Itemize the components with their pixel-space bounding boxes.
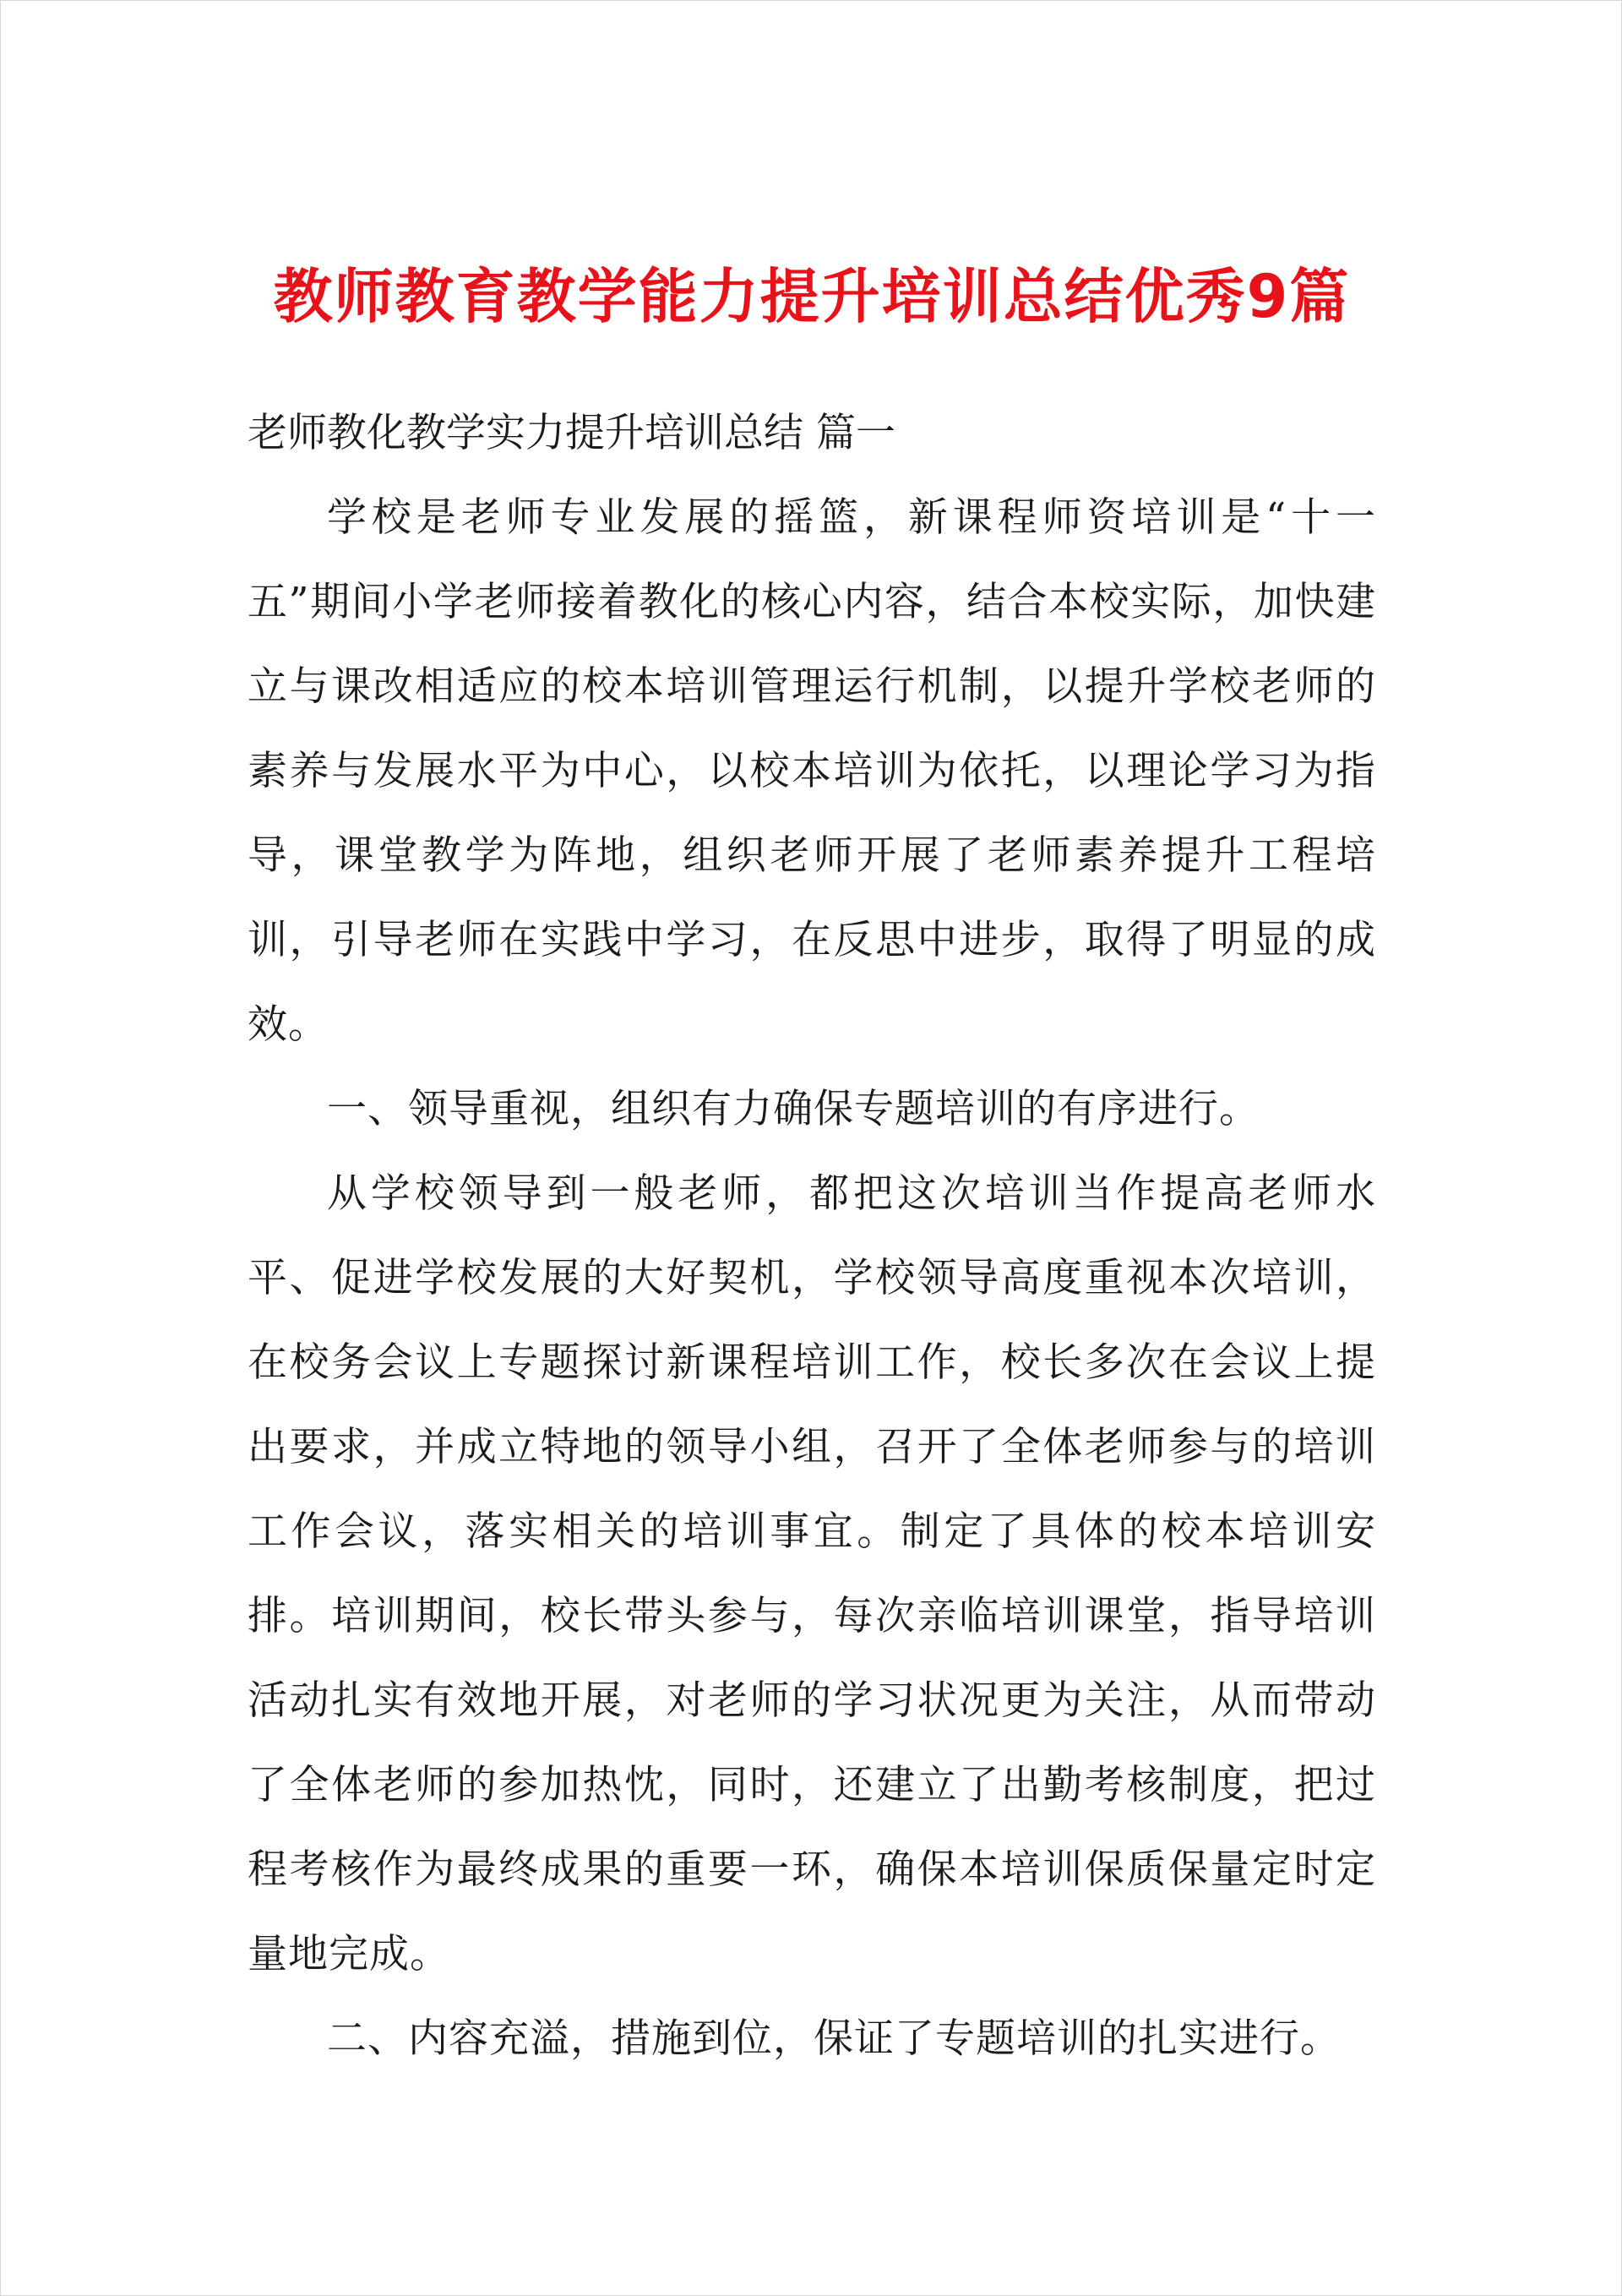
heading-one-paragraph: 一、领导重视，组织有力确保专题培训的有序进行。: [327, 1086, 1260, 1132]
leadership-paragraph: 从学校领导到一般老师，都把这次培训当作提高老师水平、促进学校发展的大好契机，学校领导高度重视本次培训，在校务会议上专题探讨新课程培训工作，校长多次在会议上提出要求，并成立特地的领导小组，召开了全体老师参与的培训工作会议，落实相关的培训事宜。制定了具体的校本培训安排。培训期间，校长带头参与，每次亲临培训课堂，指导培训活动扎实有效地开展，对老师的学习状况更为关注，从而带动了全体老师的参加热忱，同时，还建立了出勤考核制度，把过程考核作为最终成果的重要一环，确保本培训保质保量定时定量地完成。: [248, 1170, 1376, 1977]
heading-two-paragraph: 二、内容充溢，措施到位，保证了专题培训的扎实进行。: [327, 2015, 1341, 2062]
intro-paragraph: 学校是老师专业发展的摇篮，新课程师资培训是“十一五”期间小学老师接着教化的核心内容，结合本校实际，加快建立与课改相适应的校本培训管理运行机制，以提升学校老师的素养与发展水平为中心，以校本培训为依托，以理论学习为指导，课堂教学为阵地，组织老师开展了老师素养提升工程培训，引导老师在实践中学习，在反思中进步，取得了明显的成效。: [248, 494, 1376, 1048]
section-heading: 老师教化教学实力提升培训总结 篇一: [248, 410, 895, 456]
document-body: [248, 391, 1376, 2081]
document-title: 教师教育教学能力提升培训总结优秀9篇: [273, 262, 1351, 331]
